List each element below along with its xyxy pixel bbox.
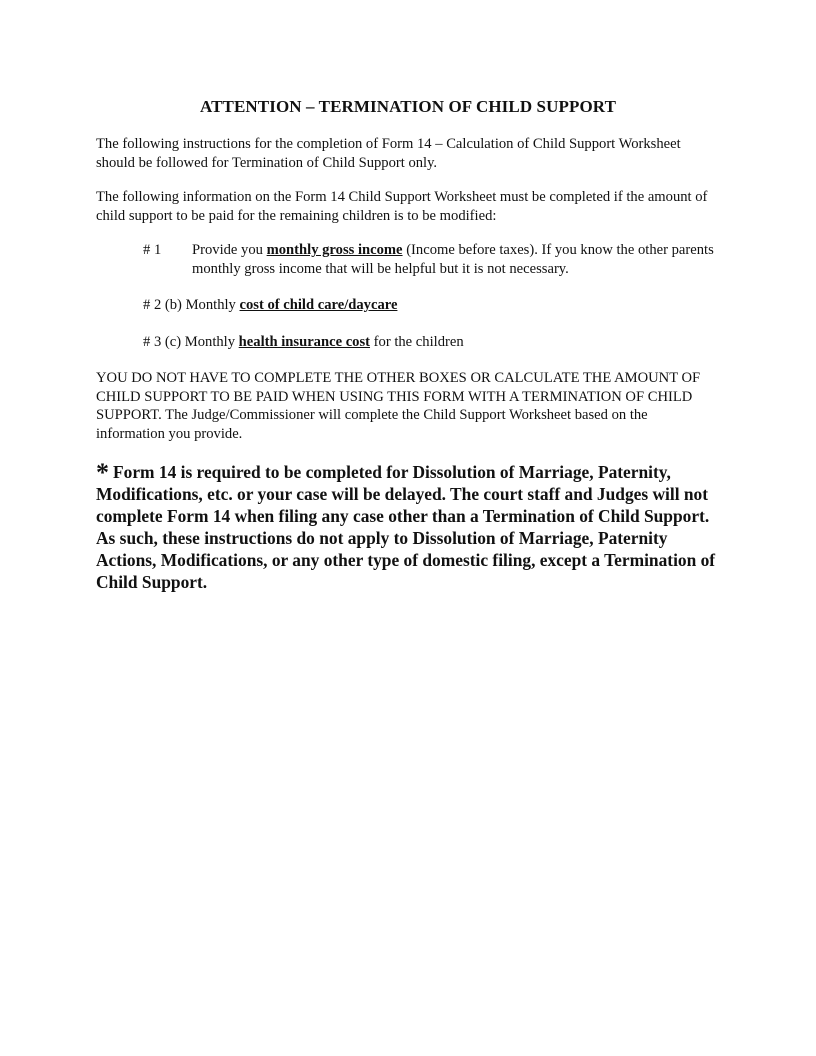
item-text-before: Monthly <box>185 297 240 313</box>
item-text-before: Provide you <box>192 242 267 258</box>
item-number: # 1 <box>143 242 162 258</box>
item-emphasis: cost of child care/daycare <box>239 297 398 313</box>
item-text-after: for the children <box>370 333 464 350</box>
item-emphasis: monthly gross income <box>266 242 403 258</box>
item-emphasis: health insurance cost <box>238 333 371 350</box>
item-number: # 2 (b) <box>143 297 182 313</box>
list-item-child-care <box>96 296 720 315</box>
item-text-after: (Income before taxes). If you know the other parents monthly gross income that will be helpful but it is not necessary. <box>192 242 714 277</box>
list-item-health-insurance <box>96 333 720 352</box>
caps-notice-paragraph: YOU DO NOT HAVE TO COMPLETE THE OTHER BOXES OR CALCULATE THE AMOUNT OF CHILD SUPPORT TO BE PAID WHEN USING THIS FORM WITH A TERMINATION OF CHILD SUPPORT. The Judge/Commissioner will complete the Child Support Worksheet based on the information you provide. <box>96 370 701 442</box>
list-item-gross-income <box>96 241 720 278</box>
intro-paragraph: The following instructions for the completion of Form 14 – Calculation of Child Support Worksheet should be followed for Termination of Child Support only. <box>96 136 681 171</box>
bold-notice-text: Form 14 is required to be completed for Dissolution of Marriage, Paternity, Modifications, etc. or your case will be delayed. The court staff and Judges will not complete Form 14 when filing any case other than a Termination of Child Support. As such, these instructions do not apply to Dissolution of Marriage, Paternity Actions, Modifications, or any other type of domestic filing, except a Termination of Child Support. <box>96 462 716 592</box>
requirement-paragraph: The following information on the Form 14 Child Support Worksheet must be completed if the amount of child support to be paid for the remaining children is to be modified: <box>96 189 708 224</box>
item-text-before: Monthly <box>184 333 239 350</box>
required-items-list <box>96 241 720 351</box>
bold-notice-paragraph <box>96 458 720 593</box>
page-title: ATTENTION – TERMINATION OF CHILD SUPPORT <box>199 97 617 116</box>
document-page <box>96 96 720 593</box>
item-number: # 3 (c) <box>143 333 182 350</box>
asterisk-icon: * <box>96 458 109 487</box>
